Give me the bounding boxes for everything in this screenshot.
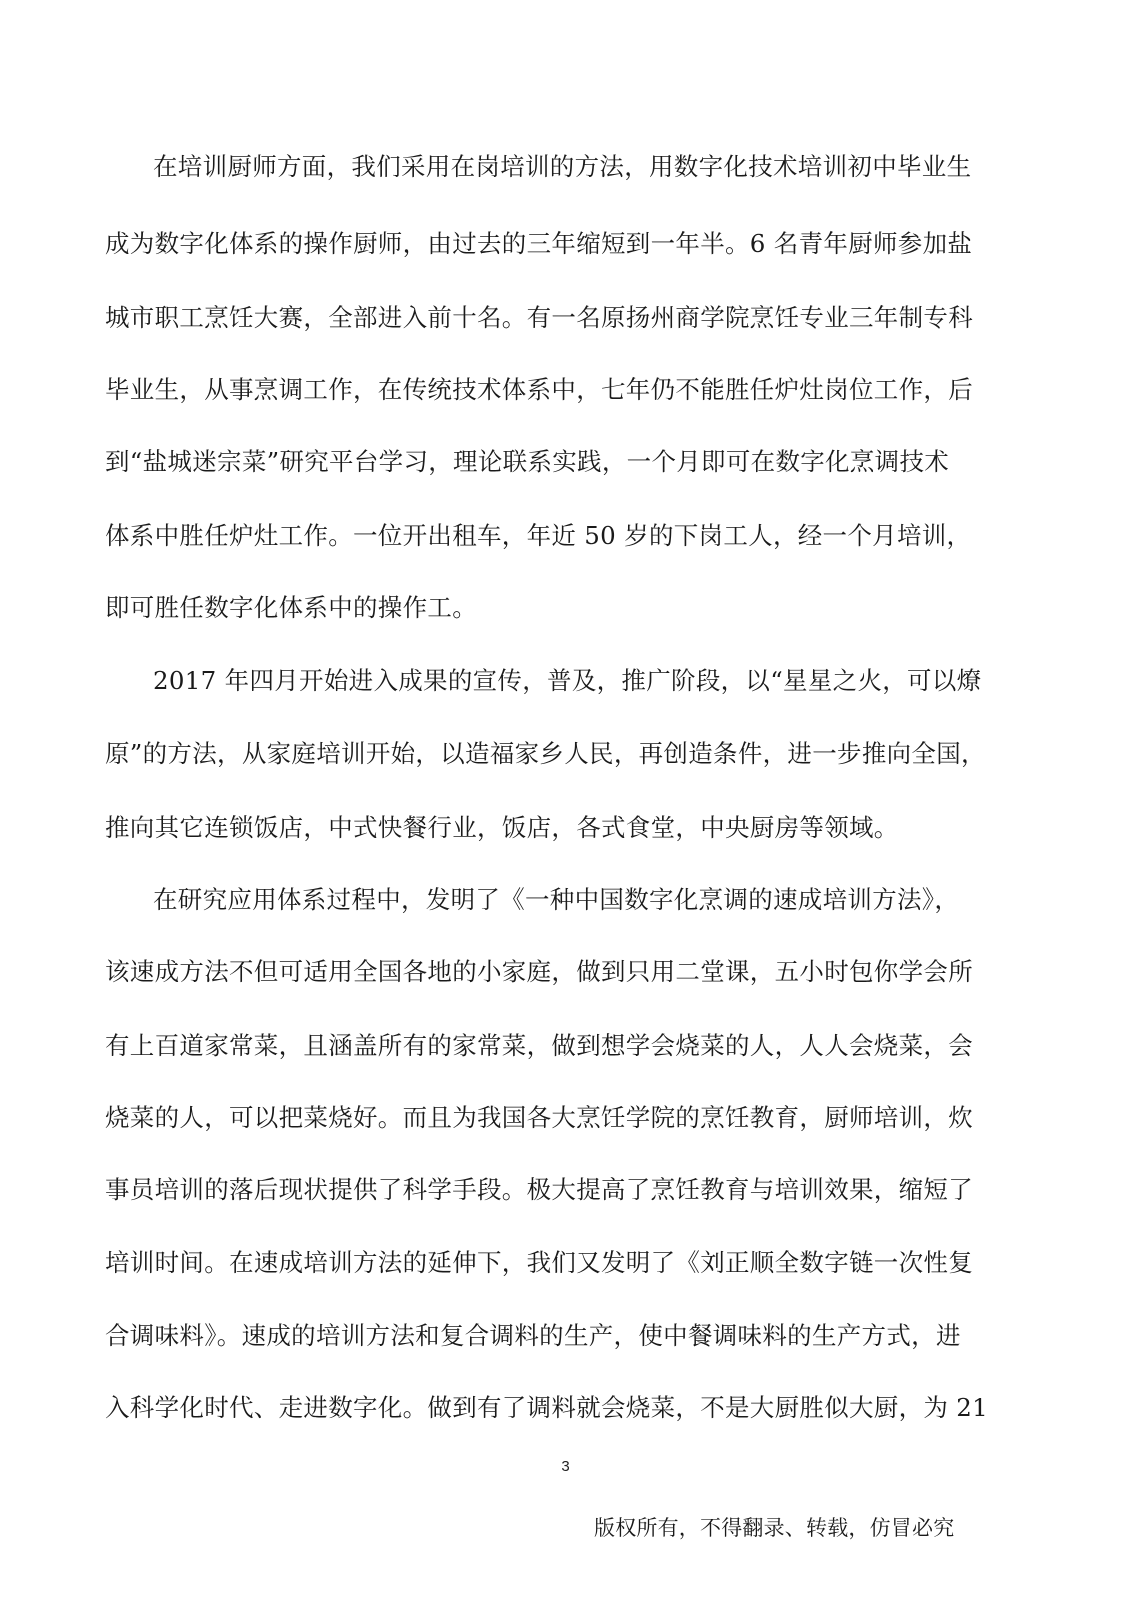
text-line: 有上百道家常菜，且涵盖所有的家常菜，做到想学会烧菜的人，人人会烧菜，会: [105, 1031, 973, 1060]
text-line: 培训时间。在速成培训方法的延伸下，我们又发明了《刘正顺全数字链一次性复: [105, 1248, 973, 1277]
text-line: 推向其它连锁饭店，中式快餐行业，饭店，各式食堂，中央厨房等领域。: [105, 813, 899, 842]
copyright-notice: 版权所有，不得翻录、转载，仿冒必究: [594, 1516, 955, 1540]
text-line: 该速成方法不但可适用全国各地的小家庭，做到只用二堂课，五小时包你学会所: [105, 957, 973, 986]
text-line: 毕业生，从事烹调工作，在传统技术体系中，七年仍不能胜任炉灶岗位工作，后: [105, 375, 973, 404]
text-line: 即可胜任数字化体系中的操作工。: [105, 593, 477, 622]
text-line: 成为数字化体系的操作厨师，由过去的三年缩短到一年半。6 名青年厨师参加盐: [105, 229, 973, 258]
page-number: 3: [561, 1458, 570, 1475]
text-line: 体系中胜任炉灶工作。一位开出租车，年近 50 岁的下岗工人，经一个月培训，: [105, 521, 972, 550]
text-line: 事员培训的落后现状提供了科学手段。极大提高了烹饪教育与培训效果，缩短了: [105, 1175, 973, 1204]
text-line: 在培训厨师方面，我们采用在岗培训的方法，用数字化技术培训初中毕业生: [153, 152, 972, 181]
text-line: 2017 年四月开始进入成果的宣传，普及，推广阶段，以“星星之火，可以燎: [153, 666, 982, 695]
text-line: 到“盐城迷宗菜”研究平台学习，理论联系实践，一个月即可在数字化烹调技术: [105, 447, 950, 476]
text-line: 合调味料》。速成的培训方法和复合调料的生产，使中餐调味料的生产方式，进: [105, 1321, 961, 1350]
text-line: 城市职工烹饪大赛，全部进入前十名。有一名原扬州商学院烹饪专业三年制专科: [105, 303, 973, 332]
text-line: 在研究应用体系过程中，发明了《一种中国数字化烹调的速成培训方法》，: [153, 885, 960, 914]
text-line: 入科学化时代、走进数字化。做到有了调料就会烧菜，不是大厨胜似大厨，为 21: [105, 1393, 989, 1422]
text-line: 烧菜的人，可以把菜烧好。而且为我国各大烹饪学院的烹饪教育，厨师培训，炊: [105, 1103, 973, 1132]
text-line: 原”的方法，从家庭培训开始，以造福家乡人民，再创造条件，进一步推向全国，: [105, 739, 986, 768]
